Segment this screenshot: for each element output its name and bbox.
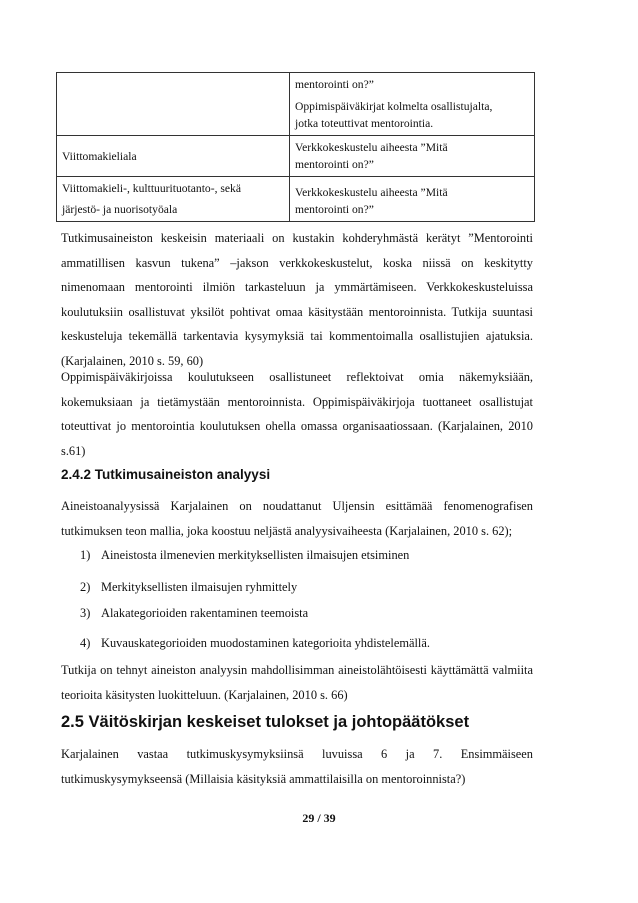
table-cell [57,73,290,136]
cell-text: Viittomakieliala [62,149,137,163]
table-cell [290,136,535,177]
table-cell [290,177,535,222]
list-number: 4) [80,636,91,650]
data-table [56,72,535,222]
table-row [57,136,535,177]
paragraph: Oppimispäiväkirjoissa koulutukseen osallistuneet reflektoivat omia näkemyksiään, kokemuksiaan ja tietämystään mentoroinnista. Oppimispäiväkirjoja tuottaneet osallistujat toteuttivat jo mentorointia koulutuksen ohella omassa organisaatiossaan. (Karjalainen, 2010 s.61) [61,370,533,458]
cell-text: Verkkokeskustelu aiheesta ”Mitä [295,186,448,199]
list-text: Kuvauskategorioiden muodostaminen kategorioita yhdistelemällä. [101,636,430,650]
list-number: 2) [80,580,91,594]
table-row [57,177,535,222]
list-item [80,580,297,595]
page-number: 29 / 39 [302,811,336,825]
cell-text: jotka toteuttivat mentorointia. [295,117,434,130]
cell-text: Oppimispäiväkirjat kolmelta osallistujalta, [295,100,493,113]
list-number: 1) [80,548,91,562]
table-cell [290,73,535,136]
list-text: Merkityksellisten ilmaisujen ryhmittely [101,580,298,594]
cell-text: Viittomakieli-, kulttuurituotanto-, sekä [62,182,241,195]
cell-text: mentorointi on?” [295,78,374,91]
cell-text: Verkkokeskustelu aiheesta ”Mitä [295,141,448,154]
list-text: Alakategorioiden rakentaminen teemoista [101,606,309,620]
paragraph: Aineistoanalyysissä Karjalainen on noudattanut Uljensin esittämää fenomenografisen tutkimuksen teon mallia, joka koostuu neljästä analyysivaiheesta (Karjalainen, 2010 s. 62); [61,499,533,538]
list-item [80,606,308,621]
paragraph: Tutkija on tehnyt aineiston analyysin mahdollisimman aineistolähtöisesti käyttämättä valmiita teorioita käsitysten luokitteluun. (Karjalainen, 2010 s. 66) [61,663,533,702]
section-heading: 2.5 Väitöskirjan keskeiset tulokset ja johtopäätökset [61,713,470,731]
paragraph: Tutkimusaineiston keskeisin materiaali on kustakin kohderyhmästä kerätyt ”Mentorointi ammatillisen kasvun tukena” –jakson verkkokeskustelut, koska niissä on keskitytty nimenomaan mentorointi ilmiön tarkasteluun ja ymmärtämiseen. Verkkokeskusteluissa koulutuksiin osallistuvat yksilöt pohtivat omaa käsitystään mentoroinnista. Tutkija suuntasi keskusteluja tekemällä tarkentavia kysymyksiä tai kommentoimalla osallistujien ajatuksia. (Karjalainen, 2010 s. 59, 60) [61,231,533,368]
table-row [57,73,535,136]
cell-text: mentorointi on?” [295,158,374,171]
cell-text: mentorointi on?” [295,203,374,216]
cell-text: järjestö- ja nuorisotyöala [62,203,178,216]
list-item [80,636,430,651]
section-heading: 2.4.2 Tutkimusaineiston analyysi [61,467,271,482]
table-cell [57,177,290,222]
paragraph: Karjalainen vastaa tutkimuskysymyksiinsä luvuissa 6 ja 7. Ensimmäiseen tutkimuskysymykseensä (Millaisia käsityksiä ammattilaisilla on mentoroinnista?) [61,747,533,786]
table-cell [57,136,290,177]
list-number: 3) [80,606,91,620]
list-item [80,548,409,563]
list-text: Aineistosta ilmenevien merkityksellisten ilmaisujen etsiminen [101,548,410,562]
